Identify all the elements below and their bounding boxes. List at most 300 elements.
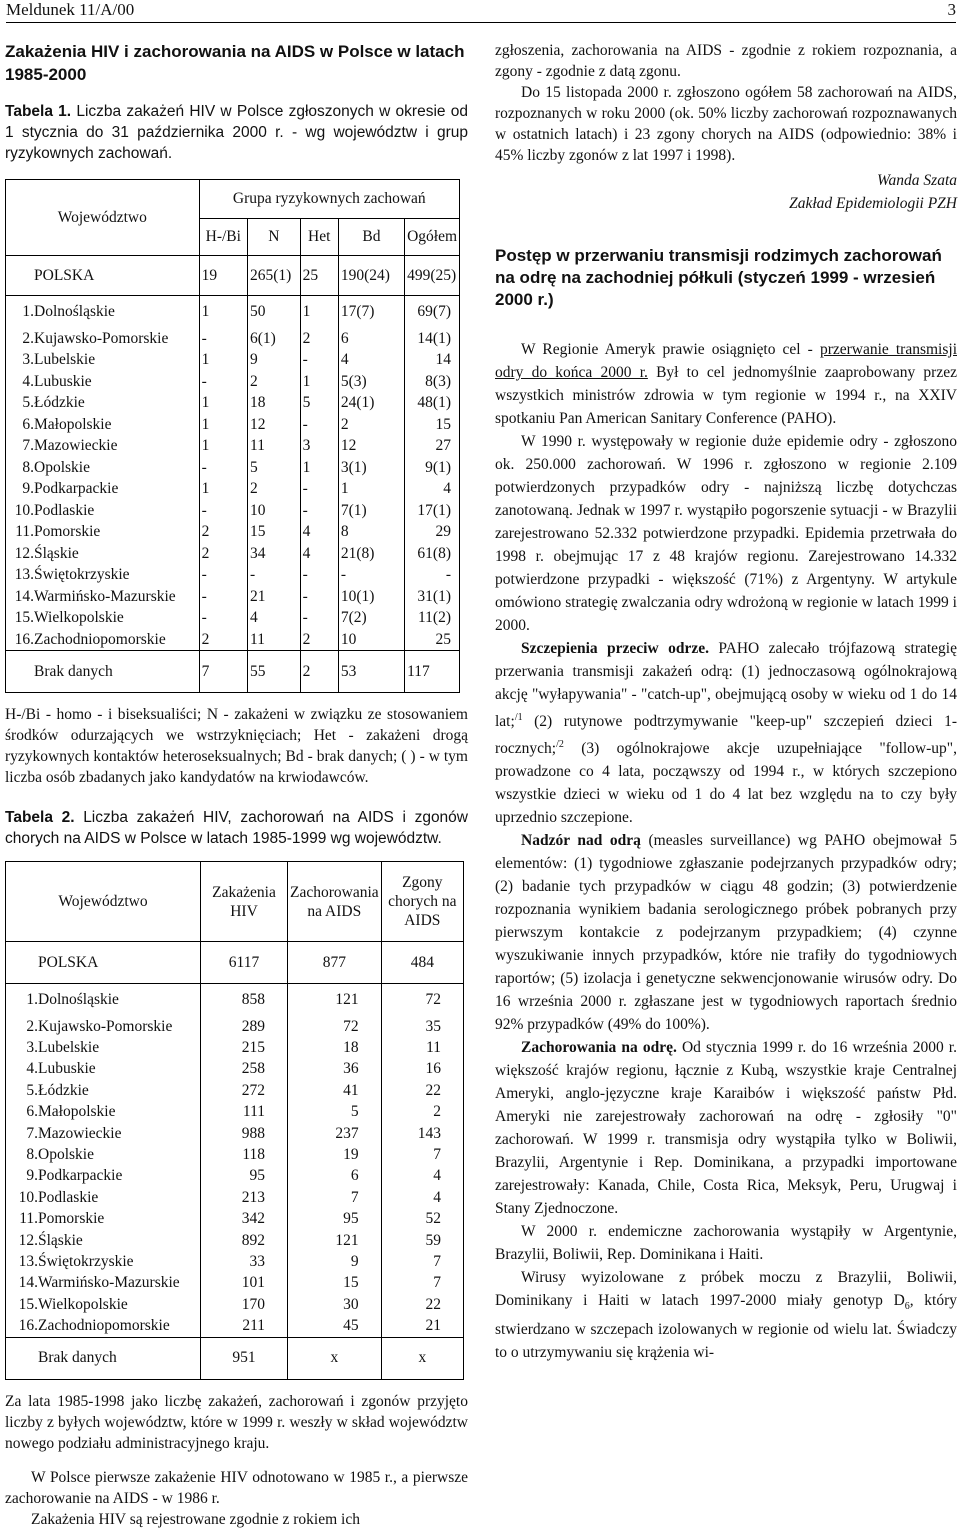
right-para-1: Do 15 listopada 2000 r. zgłoszono ogółem 58 zachorowań na AIDS, rozpoznanych w roku 2000 (ok. 50% liczby zachorowań rozpoznawanych w ostatnich latach) i 23 zgony chorych na AIDS (odpowiednio: 38% i 45% liczby zgonów z lat 1997 i 1998).: [495, 84, 957, 164]
t1-cell: 25: [405, 629, 460, 651]
t2-nodata-name: Brak danych: [6, 1337, 201, 1379]
t1-cell: -: [199, 328, 247, 350]
t1-row: [6, 629, 460, 651]
t1-region-cell: [6, 392, 200, 414]
t1-cell: 7(1): [338, 500, 404, 522]
t1-cell: 15: [248, 521, 301, 543]
t2-cell: 18: [288, 1037, 382, 1058]
t2-row: [6, 1080, 464, 1101]
t2-row: [6, 1037, 464, 1058]
t1-nodata-cell: 55: [248, 651, 301, 693]
t1-cell: -: [338, 564, 404, 586]
t1-cell: -: [199, 586, 247, 608]
t2-total-row: [6, 942, 464, 984]
t1-row: [6, 521, 460, 543]
table1-label: Tabela 1.: [5, 103, 72, 120]
t2-cell: 52: [381, 1208, 463, 1229]
t1-nodata-cell: 117: [405, 651, 460, 693]
t2-cell: 16: [381, 1058, 463, 1079]
t1-cell: 2: [300, 328, 338, 350]
t1-region-name: Lubelskie: [34, 351, 96, 368]
p3-sup-2: /2: [556, 739, 564, 751]
t1-cell: -: [248, 564, 301, 586]
t2-cell: 2: [381, 1101, 463, 1122]
t1-cell: 2: [199, 521, 247, 543]
t2-region-cell: [6, 1230, 201, 1251]
t1-cell: 4: [300, 543, 338, 565]
t1-cell: 2: [199, 629, 247, 651]
table2-note: Za lata 1985-1998 jako liczbę zakażeń, zachorowań i zgonów przyjęto liczby z byłych województw, które w 1999 r. weszły w skład województw nowego podziału administracyjnego kraju.: [5, 1392, 468, 1452]
t1-row: [6, 349, 460, 371]
t1-row: [6, 500, 460, 522]
t2-cell: 5: [288, 1101, 382, 1122]
t1-cell: 8: [338, 521, 404, 543]
t1-cell: 4: [405, 478, 460, 500]
t1-region-name: Małopolskie: [34, 415, 112, 433]
t2-region-cell: [6, 1272, 201, 1293]
t1-cell: 2: [338, 414, 404, 436]
t1-region-name: Wielkopolskie: [34, 609, 124, 626]
t2-row: [6, 1123, 464, 1144]
t1-row: [6, 371, 460, 393]
t2-row: [6, 1251, 464, 1272]
t1-cell: 69(7): [405, 296, 460, 328]
t1-cell: 2: [248, 478, 301, 500]
t1-region-name: Zachodniopomorskie: [34, 630, 166, 648]
p3-text-b: (2) rutynowe podtrzymywanie "keep-up" szczepień dzieci 1-rocznych;: [495, 713, 957, 758]
t1-body: [6, 296, 460, 651]
t2-cell: 19: [288, 1144, 382, 1165]
t2-region-name: Kujawsko-Pomorskie: [38, 1017, 173, 1035]
t1-cell: 11: [248, 629, 301, 651]
t1-row: [6, 435, 460, 457]
t1-cell: 5: [248, 457, 301, 479]
t1-nodata-row: [6, 651, 460, 693]
t1-total-cell: 499(25): [405, 256, 460, 296]
left-para-2: Zakażenia HIV są rejestrowane zgodnie z rokiem ich: [31, 1510, 360, 1528]
t1-row-number: 14.: [14, 587, 34, 605]
t1-cell: 5: [300, 392, 338, 414]
t1-cell: -: [199, 371, 247, 393]
t1-cell: 6(1): [248, 328, 301, 350]
t2-row: [6, 1187, 464, 1208]
journal-issue: Meldunek 11/A/00: [6, 0, 135, 19]
t1-row: [6, 328, 460, 350]
t2-cell: 9: [288, 1251, 382, 1272]
t2-cell: 213: [201, 1187, 288, 1208]
t1-region-cell: [6, 586, 200, 608]
t1-region-cell: [6, 500, 200, 522]
t1-row-number: 16.: [14, 630, 34, 648]
t2-cell: 21: [381, 1315, 463, 1337]
table2-label: Tabela 2.: [5, 809, 75, 826]
t1-region-name: Warmińsko-Mazurskie: [34, 587, 176, 605]
t1-cell: 10: [338, 629, 404, 651]
t2-region-cell: [6, 1016, 201, 1037]
p5-heading: Zachorowania na odrę.: [521, 1039, 677, 1057]
t1-nodata-cell: 2: [300, 651, 338, 693]
t2-row-number: 9.: [26, 1167, 38, 1185]
t2-row: [6, 984, 464, 1016]
t2-region-cell: [6, 1251, 201, 1272]
t2-cell: 118: [201, 1144, 288, 1165]
t2-region-cell: [6, 1187, 201, 1208]
t1-nodata-name: Brak danych: [6, 651, 200, 693]
t1-cell: 8(3): [405, 371, 460, 393]
t1-cell: 3(1): [338, 457, 404, 479]
t1-cell: 12: [338, 435, 404, 457]
t1-cell: 1: [199, 296, 247, 328]
p7-text-a: Wirusy wyizolowane z próbek moczu z Brazylii, Boliwii, Dominikany i Haiti w latach 1997-2000 miały genotyp D: [495, 1269, 957, 1310]
t2-region-cell: [6, 1123, 201, 1144]
t1-col-bd: Bd: [338, 219, 404, 256]
t1-row: [6, 457, 460, 479]
t2-nodata-cell: 951: [201, 1337, 288, 1379]
t1-cell: 14: [405, 349, 460, 371]
t1-cell: -: [199, 457, 247, 479]
t1-row: [6, 564, 460, 586]
p3-text-c: (3) ogólnokrajowe akcje uzupełniające "follow-up", prowadzone co 4 lata, począwszy od 1994 r., w których szczepiono wszystkie dzieci w wieku od 1 do 4 lat bez względu na to czy były uprzednio szczepione.: [495, 740, 957, 827]
t1-region-cell: [6, 543, 200, 565]
t1-cell: -: [405, 564, 460, 586]
t1-cell: 21(8): [338, 543, 404, 565]
t1-region-cell: [6, 371, 200, 393]
t1-region-name: Podlaskie: [34, 501, 95, 519]
t1-row-number: 9.: [22, 480, 34, 497]
t2-row: [6, 1208, 464, 1229]
page-header: [6, 0, 956, 23]
p7-text-b: , który stwierdzano w szczepach izolowanych w regionie od wielu lat. Świadczy to o utrzymywaniu się krążenia wi-: [495, 1292, 958, 1362]
table1: [5, 179, 460, 693]
t2-row-number: 5.: [26, 1081, 38, 1099]
p4-heading: Nadzór nad odrą: [521, 832, 641, 850]
article-title: Zakażenia HIV i zachorowania na AIDS w Polsce w latach 1985-2000: [5, 42, 465, 84]
t1-region-cell: [6, 296, 200, 328]
t1-cell: 17(7): [338, 296, 404, 328]
t2-region-name: Świętokrzyskie: [38, 1252, 134, 1270]
t2-cell: 121: [288, 984, 382, 1016]
t1-cell: -: [199, 500, 247, 522]
t1-row-number: 2.: [22, 329, 34, 347]
signature-institution: Zakład Epidemiologii PZH: [789, 195, 957, 212]
t1-nodata-cell: 53: [338, 651, 404, 693]
t2-cell: 59: [381, 1230, 463, 1251]
t2-cell: 22: [381, 1294, 463, 1315]
left-column: [5, 40, 468, 1530]
t1-row-number: 12.: [14, 544, 34, 562]
t1-region-name: Opolskie: [34, 458, 90, 476]
t2-region-name: Warmińsko-Mazurskie: [38, 1274, 180, 1292]
t2-cell: 7: [288, 1187, 382, 1208]
t1-region-cell: [6, 457, 200, 479]
t2-header-hiv: Zakażenia HIV: [201, 862, 288, 942]
t1-cell: 9: [248, 349, 301, 371]
right-para-2: [495, 338, 957, 430]
t1-row: [6, 414, 460, 436]
t2-cell: 11: [381, 1037, 463, 1058]
t1-row-number: 7.: [22, 437, 34, 454]
t1-cell: -: [300, 349, 338, 371]
table1-caption: [5, 101, 468, 164]
t1-cell: 18: [248, 392, 301, 414]
t1-region-cell: [6, 607, 200, 629]
t2-region-name: Mazowieckie: [38, 1124, 122, 1142]
t2-region-name: Podlaskie: [38, 1188, 99, 1206]
t1-cell: 4: [248, 607, 301, 629]
table1-caption-text: Liczba zakażeń HIV w Polsce zgłoszonych w okresie od 1 stycznia do 31 października 2000 r. - wg województw i grup ryzykownych zachowań.: [5, 103, 468, 162]
t1-region-cell: [6, 564, 200, 586]
t2-region-name: Dolnośląskie: [38, 991, 119, 1009]
t2-row-number: 11.: [19, 1210, 38, 1228]
t2-cell: 858: [201, 984, 288, 1016]
t1-region-name: Łódzkie: [34, 394, 85, 411]
t1-cell: 1: [199, 478, 247, 500]
signature-name: Wanda Szata: [877, 172, 957, 189]
t2-row-number: 15.: [18, 1295, 38, 1313]
t2-cell: 41: [288, 1080, 382, 1101]
t1-cell: 21: [248, 586, 301, 608]
p1-text-a: W Regionie Ameryk prawie osiągnięto cel -: [521, 341, 820, 358]
t1-header-region: Województwo: [57, 208, 147, 226]
t1-cell: 1: [338, 478, 404, 500]
t1-region-cell: [6, 349, 200, 371]
t2-region-name: Podkarpackie: [38, 1167, 123, 1185]
t2-total-cell: 6117: [201, 942, 288, 984]
t1-total-cell: 265(1): [248, 256, 301, 296]
t2-region-name: Pomorskie: [38, 1210, 105, 1228]
t2-cell: 4: [381, 1165, 463, 1186]
t2-row-number: 14.: [18, 1274, 38, 1292]
t2-cell: 143: [381, 1123, 463, 1144]
t2-cell: 289: [201, 1016, 288, 1037]
t1-cell: -: [300, 607, 338, 629]
t1-cell: 6: [338, 328, 404, 350]
t2-row: [6, 1058, 464, 1079]
t1-cell: 1: [199, 392, 247, 414]
t2-row: [6, 1016, 464, 1037]
t2-cell: 215: [201, 1037, 288, 1058]
t1-col-het: Het: [300, 219, 338, 256]
t1-region-name: Lubuskie: [34, 372, 92, 390]
t1-cell: 11: [248, 435, 301, 457]
t2-row: [6, 1272, 464, 1293]
t1-cell: 34: [248, 543, 301, 565]
t2-row-number: 13.: [18, 1252, 38, 1270]
t1-cell: -: [199, 607, 247, 629]
t2-row: [6, 1101, 464, 1122]
t2-nodata-cell: x: [288, 1337, 382, 1379]
t1-row-number: 1.: [22, 303, 34, 320]
t1-cell: 10: [248, 500, 301, 522]
t2-nodata-row: [6, 1337, 464, 1379]
t2-cell: 101: [201, 1272, 288, 1293]
t1-cell: -: [300, 478, 338, 500]
t1-cell: -: [300, 586, 338, 608]
t1-row-number: 3.: [22, 351, 34, 368]
t1-row: [6, 543, 460, 565]
t1-total-cell: 190(24): [338, 256, 404, 296]
t2-region-cell: [6, 1058, 201, 1079]
t1-region-cell: [6, 478, 200, 500]
t2-cell: 258: [201, 1058, 288, 1079]
right-para-7: W 2000 r. endemiczne zachorowania wystąpiły w Argentynie, Brazylii, Boliwii, Rep. Dominikana i Haiti.: [495, 1223, 957, 1264]
t2-row: [6, 1165, 464, 1186]
t1-cell: 10(1): [338, 586, 404, 608]
t1-region-cell: [6, 629, 200, 651]
p5-text: Od stycznia 1999 r. do 16 września 2000 r. większość krajów regionu, łącznie z Kubą, wszystkie kraje Centralnej Ameryki, anglo-języczne kraje Karaibów i większość państw Płd. Ameryki nie zarejestrowały zachorowań na odrę - zgłosiły "0" zachorowań. W 1999 r. transmisja odry wystąpiła tylko w Boliwii, Brazylii, Argentynie i Rep. Dominikana, a przypadki importowane zarejestrowały: Kanada, Chile, Costa Rica, Meksyk, Peru, Urugwaj i Stany Zjednoczone.: [495, 1039, 957, 1218]
t2-cell: 33: [201, 1251, 288, 1272]
t1-region-name: Świętokrzyskie: [34, 566, 130, 583]
t2-region-name: Opolskie: [38, 1145, 94, 1163]
p1-text-b: Był to cel jednomyślnie zaaprobowany przez wszystkich ministrów zdrowia w tym regionie w 1994 r., na XXIV spotkaniu Pan American Sanitary Conference (PAHO).: [495, 364, 957, 427]
t2-cell: 30: [288, 1294, 382, 1315]
t1-cell: 15: [405, 414, 460, 436]
t2-region-cell: [6, 984, 201, 1016]
right-para-5: [495, 829, 957, 1036]
t2-row-number: 2.: [26, 1017, 38, 1035]
right-para-6: [495, 1036, 957, 1220]
t1-header-group: Grupa ryzykownych zachowań: [199, 180, 459, 219]
t2-region-cell: [6, 1037, 201, 1058]
t2-total-cell: 484: [381, 942, 463, 984]
t2-row-number: 1.: [26, 991, 38, 1009]
t1-region-cell: [6, 435, 200, 457]
p3-text-a: PAHO zalecało trójfazową strategię przerwania transmisji zakażeń odrą: (1) jednoczasową ogólnokrajową akcję "wyłapywania" - "catch-up", obejmującą osoby w wieku od 1 do 14 lat;: [495, 640, 957, 731]
t1-region-cell: [6, 328, 200, 350]
t1-cell: 17(1): [405, 500, 460, 522]
t2-cell: 45: [288, 1315, 382, 1337]
t1-cell: 2: [199, 543, 247, 565]
t1-row: [6, 607, 460, 629]
t1-cell: 1: [300, 296, 338, 328]
t2-cell: 121: [288, 1230, 382, 1251]
t2-cell: 72: [381, 984, 463, 1016]
t1-cell: 1: [199, 414, 247, 436]
t1-region-name: Śląskie: [34, 544, 79, 562]
table1-note: H-/Bi - homo - i biseksualiści; N - zakażeni w związku ze stosowaniem środków odurzających we wstrzyknięciach; Het - zakażeni drogą ryzykownych kontaktów heteroseksualnych; Bd - brak danych; ( ) - w tym liczba osób zbadanych jako kandydatów na krwiodawców.: [5, 706, 468, 786]
t1-cell: 31(1): [405, 586, 460, 608]
p1-underlined: przerwanie transmisji odry do końca 2000 r.: [495, 341, 957, 381]
t2-cell: 237: [288, 1123, 382, 1144]
t2-region-cell: [6, 1144, 201, 1165]
t1-row: [6, 586, 460, 608]
t1-cell: 9(1): [405, 457, 460, 479]
t1-row: [6, 392, 460, 414]
t1-cell: 24(1): [338, 392, 404, 414]
section-title: Postęp w przerwaniu transmisji rodzimych zachorowań na odrę na zachodniej półkuli (styczeń 1999 - wrzesień 2000 r.): [495, 246, 942, 309]
t1-col-hbi: H-/Bi: [199, 219, 247, 256]
t1-region-name: Podkarpackie: [34, 480, 119, 497]
t1-cell: -: [300, 414, 338, 436]
t2-cell: 988: [201, 1123, 288, 1144]
t1-row-number: 15.: [14, 609, 34, 626]
t1-cell: 4: [300, 521, 338, 543]
t1-row-number: 13.: [14, 566, 34, 583]
t2-region-name: Wielkopolskie: [38, 1295, 128, 1313]
table2: [5, 861, 464, 1380]
t1-region-cell: [6, 521, 200, 543]
t1-cell: 2: [248, 371, 301, 393]
t2-region-cell: [6, 1315, 201, 1337]
t1-cell: -: [300, 564, 338, 586]
t1-cell: 1: [199, 349, 247, 371]
t2-row-number: 3.: [26, 1038, 38, 1056]
t2-region-name: Śląskie: [38, 1231, 83, 1249]
t1-region-cell: [6, 414, 200, 436]
t2-cell: 111: [201, 1101, 288, 1122]
t1-cell: 2: [300, 629, 338, 651]
right-column: [495, 40, 957, 1364]
t2-nodata-cell: x: [381, 1337, 463, 1379]
t2-cell: 7: [381, 1251, 463, 1272]
t1-row-number: 11.: [15, 523, 34, 540]
t2-row: [6, 1230, 464, 1251]
t1-cell: 7(2): [338, 607, 404, 629]
t1-nodata-cell: 7: [199, 651, 247, 693]
t2-row-number: 4.: [26, 1060, 38, 1078]
t1-cell: 50: [248, 296, 301, 328]
t1-cell: 61(8): [405, 543, 460, 565]
t2-row-number: 16.: [18, 1317, 38, 1335]
t1-col-n: N: [248, 219, 301, 256]
t2-cell: 7: [381, 1144, 463, 1165]
t1-cell: 11(2): [405, 607, 460, 629]
t1-row-number: 8.: [22, 458, 34, 476]
left-para-1: W Polsce pierwsze zakażenie HIV odnotowano w 1985 r., a pierwsze zachorowanie na AIDS - w 1986 r.: [5, 1468, 468, 1507]
t1-cell: 48(1): [405, 392, 460, 414]
t2-region-cell: [6, 1208, 201, 1229]
t1-cell: 1: [199, 435, 247, 457]
t2-header-deaths: Zgony chorych na AIDS: [381, 862, 463, 942]
t2-cell: 170: [201, 1294, 288, 1315]
t2-region-name: Małopolskie: [38, 1103, 116, 1121]
t2-cell: 211: [201, 1315, 288, 1337]
t1-row: [6, 296, 460, 328]
t2-region-cell: [6, 1165, 201, 1186]
t2-cell: 6: [288, 1165, 382, 1186]
t2-total-name: POLSKA: [6, 942, 201, 984]
t1-cell: 1: [300, 371, 338, 393]
t2-region-cell: [6, 1080, 201, 1101]
t2-region-cell: [6, 1101, 201, 1122]
t2-row-number: 6.: [26, 1103, 38, 1121]
right-para-4: [495, 637, 957, 829]
t2-cell: 272: [201, 1080, 288, 1101]
t2-cell: 95: [201, 1165, 288, 1186]
t2-cell: 35: [381, 1016, 463, 1037]
t2-region-name: Zachodniopomorskie: [38, 1317, 170, 1335]
t2-row-number: 7.: [26, 1124, 38, 1142]
p3-sup-1: /1: [514, 712, 523, 723]
t1-cell: 1: [300, 457, 338, 479]
t2-cell: 342: [201, 1208, 288, 1229]
t2-region-cell: [6, 1294, 201, 1315]
t2-cell: 7: [381, 1272, 463, 1293]
t2-row: [6, 1315, 464, 1337]
t1-col-total: Ogółem: [405, 219, 460, 256]
t1-row-number: 4.: [22, 372, 34, 390]
t1-cell: 29: [405, 521, 460, 543]
t2-cell: 72: [288, 1016, 382, 1037]
t1-cell: 14(1): [405, 328, 460, 350]
t2-cell: 892: [201, 1230, 288, 1251]
t2-cell: 95: [288, 1208, 382, 1229]
t2-region-name: Lubelskie: [38, 1038, 100, 1056]
right-para-8: [495, 1266, 957, 1364]
t2-row-number: 8.: [26, 1145, 38, 1163]
t1-total-row: [6, 256, 460, 296]
t1-row-number: 5.: [22, 394, 34, 411]
